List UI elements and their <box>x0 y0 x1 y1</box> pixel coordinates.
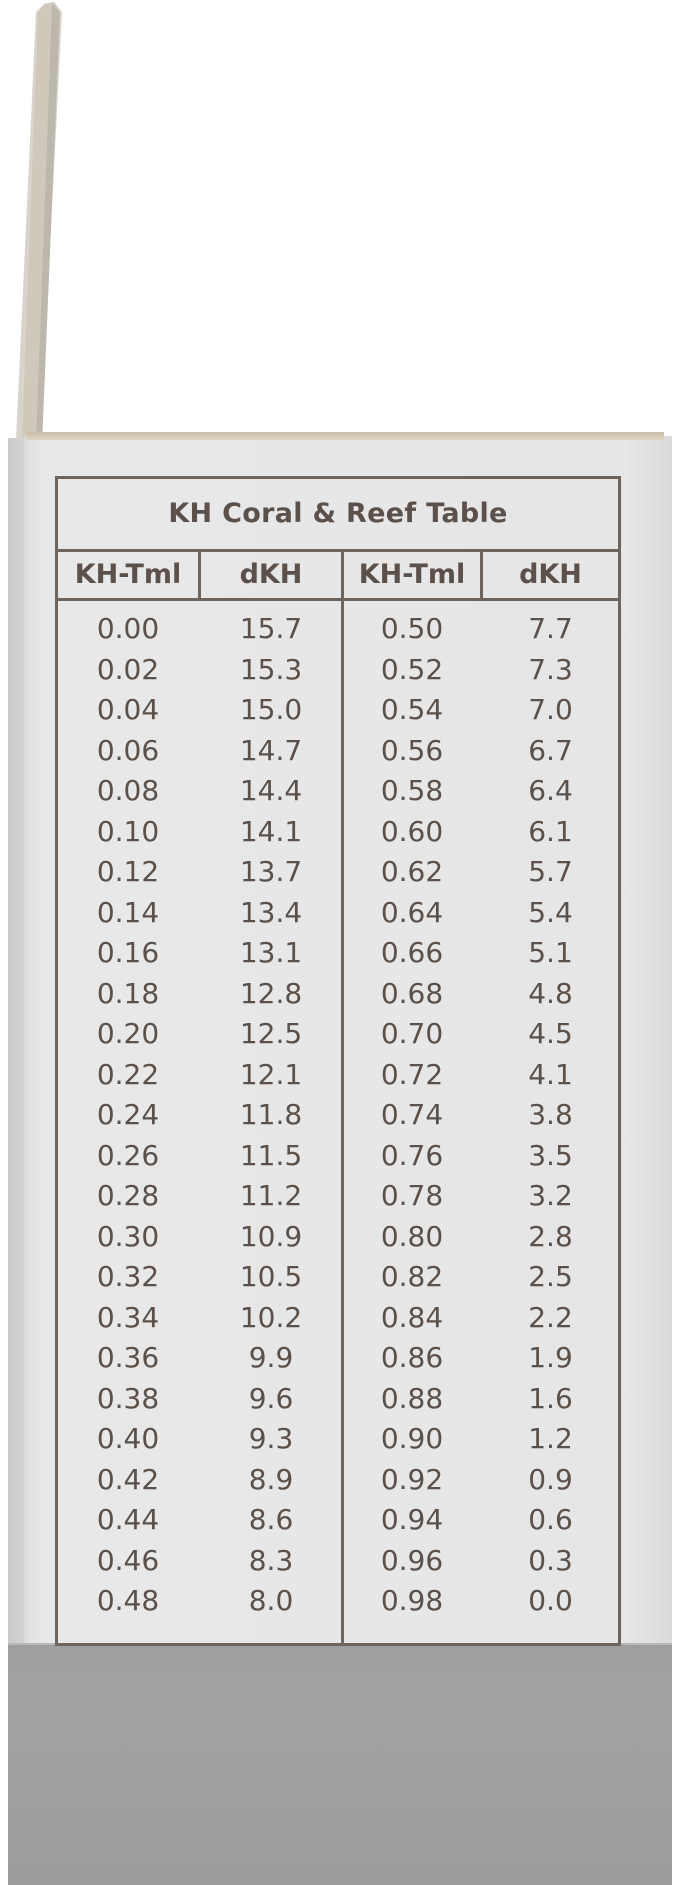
table-cell: 2.2 <box>528 1300 573 1334</box>
table-cell: 0.86 <box>380 1341 444 1374</box>
table-cell: 2.8 <box>528 1219 573 1253</box>
kh-table <box>55 476 621 1646</box>
table-cell: 15.0 <box>239 693 303 726</box>
table-cell: 11.8 <box>239 1098 303 1131</box>
table-cell: 0.92 <box>380 1462 444 1496</box>
table-cell: 0.12 <box>96 855 160 888</box>
table-cell: 8.9 <box>248 1462 294 1496</box>
table-cell: 1.9 <box>528 1341 573 1374</box>
table-cell: 8.3 <box>248 1543 294 1577</box>
table-cell: 7.0 <box>528 693 573 726</box>
table-cell: 0.88 <box>380 1381 444 1415</box>
table-cell: 1.6 <box>528 1381 573 1415</box>
table-cell: 9.6 <box>248 1381 294 1415</box>
table-cell: 8.0 <box>248 1584 294 1617</box>
table-cell: 0.66 <box>380 936 444 969</box>
table-cell: 12.5 <box>239 1017 303 1050</box>
column-kh-tml-right <box>344 599 480 1622</box>
table-cell: 0.32 <box>96 1260 160 1293</box>
table-cell: 4.1 <box>528 1057 573 1091</box>
table-cell: 13.1 <box>239 936 303 969</box>
table-cell: 0.72 <box>380 1057 444 1091</box>
header-dkh-right: dKH <box>519 559 582 590</box>
table-cell: 9.3 <box>248 1422 294 1455</box>
table-cell: 5.7 <box>528 855 573 888</box>
table-cell: 0.10 <box>96 814 160 848</box>
table-cell: 0.50 <box>380 612 444 645</box>
table-cell: 8.6 <box>248 1503 294 1536</box>
table-cell: 0.06 <box>96 733 160 767</box>
table-cell: 0.42 <box>96 1462 160 1496</box>
table-cell: 13.4 <box>239 895 303 929</box>
table-cell: 0.40 <box>96 1422 160 1455</box>
table-cell: 0.02 <box>96 652 160 686</box>
table-cell: 0.82 <box>380 1260 444 1293</box>
column-dkh-left <box>201 599 341 1622</box>
box-bottom-band <box>8 1645 672 1885</box>
table-cell: 0.58 <box>380 774 444 807</box>
table-cell: 0.68 <box>380 976 444 1010</box>
table-cell: 0.48 <box>96 1584 160 1617</box>
table-cell: 0.3 <box>528 1543 573 1577</box>
table-cell: 0.96 <box>380 1543 444 1577</box>
table-cell: 11.2 <box>239 1179 303 1212</box>
table-cell: 0.62 <box>380 855 444 888</box>
table-cell: 0.22 <box>96 1057 160 1091</box>
table-cell: 14.7 <box>239 733 303 767</box>
table-cell: 0.80 <box>380 1219 444 1253</box>
table-cell: 0.08 <box>96 774 160 807</box>
table-cell: 6.7 <box>528 733 573 767</box>
table-cell: 7.3 <box>528 652 573 686</box>
table-cell: 0.78 <box>380 1179 444 1212</box>
table-cell: 6.1 <box>528 814 573 848</box>
table-cell: 0.44 <box>96 1503 160 1536</box>
table-cell: 0.9 <box>528 1462 573 1496</box>
table-cell: 0.20 <box>96 1017 160 1050</box>
table-cell: 0.60 <box>380 814 444 848</box>
table-cell: 2.5 <box>528 1260 573 1293</box>
table-cell: 7.7 <box>528 612 573 645</box>
table-cell: 0.94 <box>380 1503 444 1536</box>
table-cell: 1.2 <box>528 1422 573 1455</box>
table-cell: 0.26 <box>96 1138 160 1172</box>
table-cell: 10.2 <box>239 1300 303 1334</box>
table-cell: 10.5 <box>239 1260 303 1293</box>
table-cell: 0.34 <box>96 1300 160 1334</box>
table-cell: 0.30 <box>96 1219 160 1253</box>
table-cell: 3.5 <box>528 1138 573 1172</box>
table-cell: 0.84 <box>380 1300 444 1334</box>
table-cell: 0.16 <box>96 936 160 969</box>
table-cell: 3.2 <box>528 1179 573 1212</box>
table-cell: 0.54 <box>380 693 444 726</box>
table-cell: 4.5 <box>528 1017 573 1050</box>
table-cell: 0.56 <box>380 733 444 767</box>
table-cell: 0.6 <box>528 1503 573 1536</box>
column-kh-tml-left <box>58 599 198 1622</box>
table-cell: 0.28 <box>96 1179 160 1212</box>
header-dkh-left: dKH <box>239 559 303 590</box>
table-cell: 14.4 <box>239 774 303 807</box>
table-cell: 5.4 <box>528 895 573 929</box>
table-cell: 0.04 <box>96 693 160 726</box>
table-cell: 0.64 <box>380 895 444 929</box>
table-cell: 0.90 <box>380 1422 444 1455</box>
table-cell: 12.8 <box>239 976 303 1010</box>
table-cell: 6.4 <box>528 774 573 807</box>
table-cell: 11.5 <box>239 1138 303 1172</box>
table-cell: 0.74 <box>380 1098 444 1131</box>
header-kh-tml-left: KH-Tml <box>74 559 182 590</box>
table-title: KH Coral & Reef Table <box>168 498 508 529</box>
box-top-rim <box>26 432 664 440</box>
table-cell: 15.7 <box>239 612 303 645</box>
table-cell: 9.9 <box>248 1341 294 1374</box>
table-cell: 0.38 <box>96 1381 160 1415</box>
table-cell: 3.8 <box>528 1098 573 1131</box>
table-cell: 5.1 <box>528 936 573 969</box>
box-lid-flap <box>8 0 68 445</box>
table-cell: 0.14 <box>96 895 160 929</box>
column-dkh-right <box>483 599 618 1622</box>
table-cell: 0.24 <box>96 1098 160 1131</box>
table-cell: 10.9 <box>239 1219 303 1253</box>
table-cell: 0.76 <box>380 1138 444 1172</box>
table-cell: 0.36 <box>96 1341 160 1374</box>
table-cell: 15.3 <box>239 652 303 686</box>
header-kh-tml-right: KH-Tml <box>358 559 466 590</box>
table-cell: 0.0 <box>528 1584 573 1617</box>
table-cell: 0.18 <box>96 976 160 1010</box>
table-cell: 0.70 <box>380 1017 444 1050</box>
table-cell: 12.1 <box>239 1057 303 1091</box>
table-cell: 0.52 <box>380 652 444 686</box>
table-cell: 4.8 <box>528 976 573 1010</box>
table-cell: 13.7 <box>239 855 303 888</box>
table-cell: 0.00 <box>96 612 160 645</box>
table-cell: 0.46 <box>96 1543 160 1577</box>
table-cell: 0.98 <box>380 1584 444 1617</box>
table-cell: 14.1 <box>239 814 303 848</box>
